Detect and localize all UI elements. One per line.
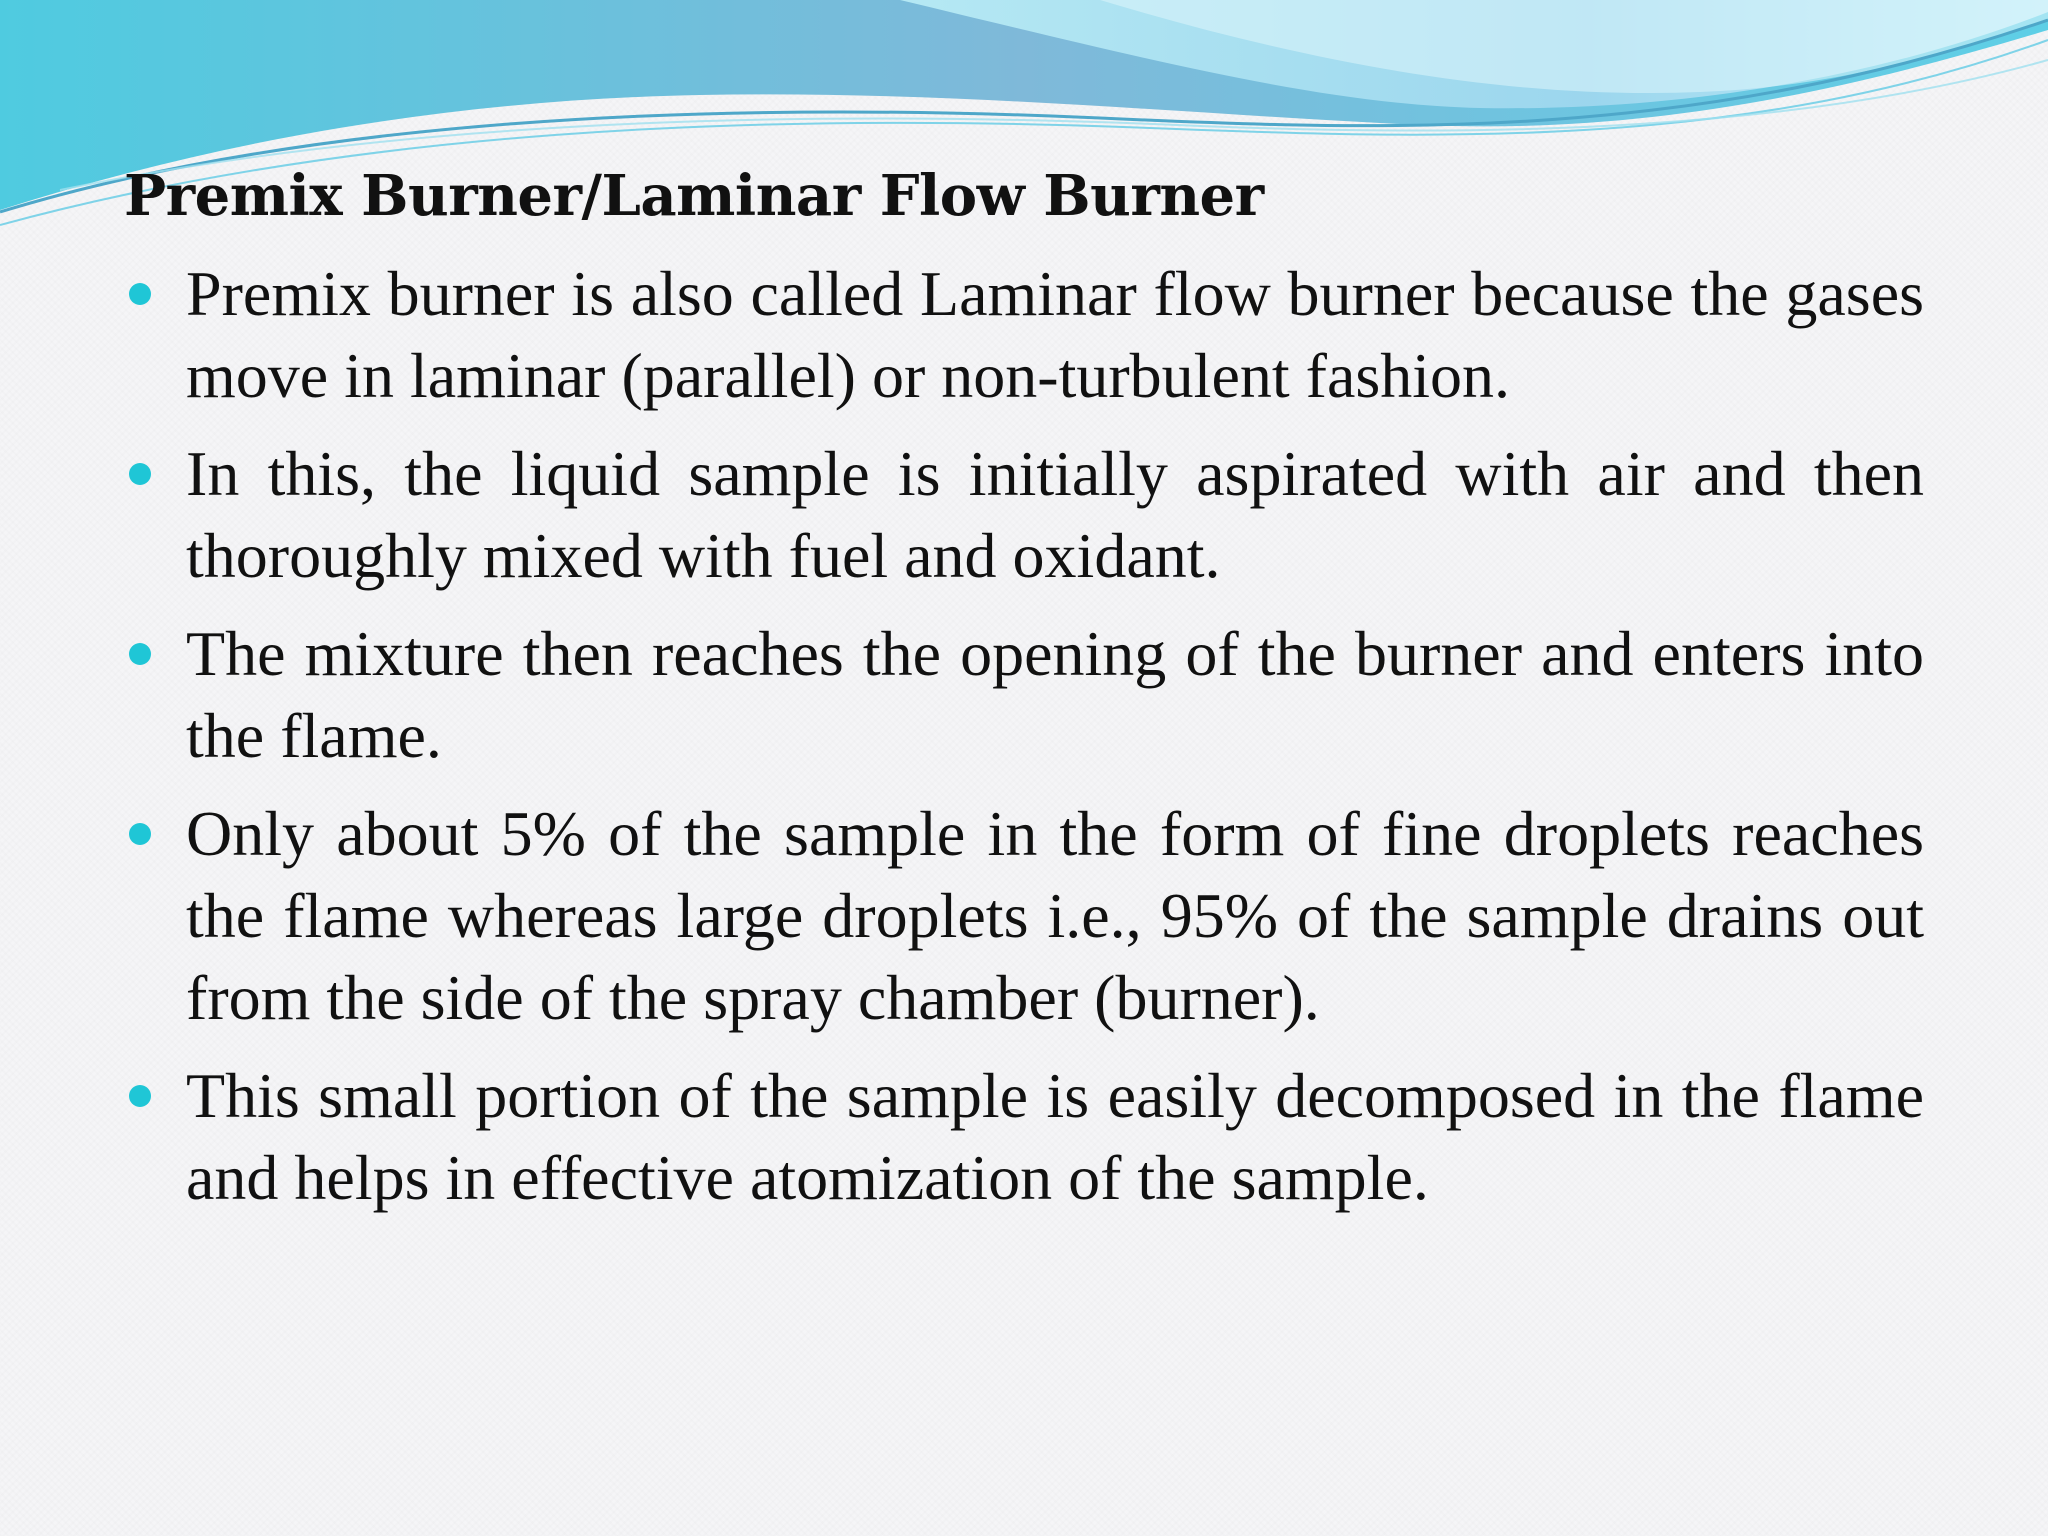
bullet-text: This small portion of the sample is easily decomposed in the flame and helps in effective atomization of the sample.: [186, 1060, 1924, 1213]
bullet-dot-icon: [129, 643, 151, 665]
bullet-item: [124, 433, 1924, 597]
bullet-text: In this, the liquid sample is initially aspirated with air and then thoroughly mixed with fuel and oxidant.: [186, 438, 1924, 591]
bullet-item: [124, 613, 1924, 777]
slide-title: Premix Burner/Laminar Flow Burner: [124, 163, 1264, 229]
bullet-list: [124, 253, 1924, 1235]
bullet-text: The mixture then reaches the opening of the burner and enters into the flame.: [186, 618, 1924, 771]
bullet-text: Only about 5% of the sample in the form of fine droplets reaches the flame whereas large droplets i.e., 95% of the sample drains out from the side of the spray chamber (burner).: [186, 798, 1924, 1033]
bullet-dot-icon: [129, 1085, 151, 1107]
bullet-item: [124, 253, 1924, 417]
bullet-dot-icon: [129, 283, 151, 305]
bullet-item: [124, 1055, 1924, 1219]
bullet-item: [124, 793, 1924, 1039]
bullet-dot-icon: [129, 823, 151, 845]
bullet-text: Premix burner is also called Laminar flow burner because the gases move in laminar (parallel) or non-turbulent fashion.: [186, 258, 1924, 411]
bullet-dot-icon: [129, 463, 151, 485]
